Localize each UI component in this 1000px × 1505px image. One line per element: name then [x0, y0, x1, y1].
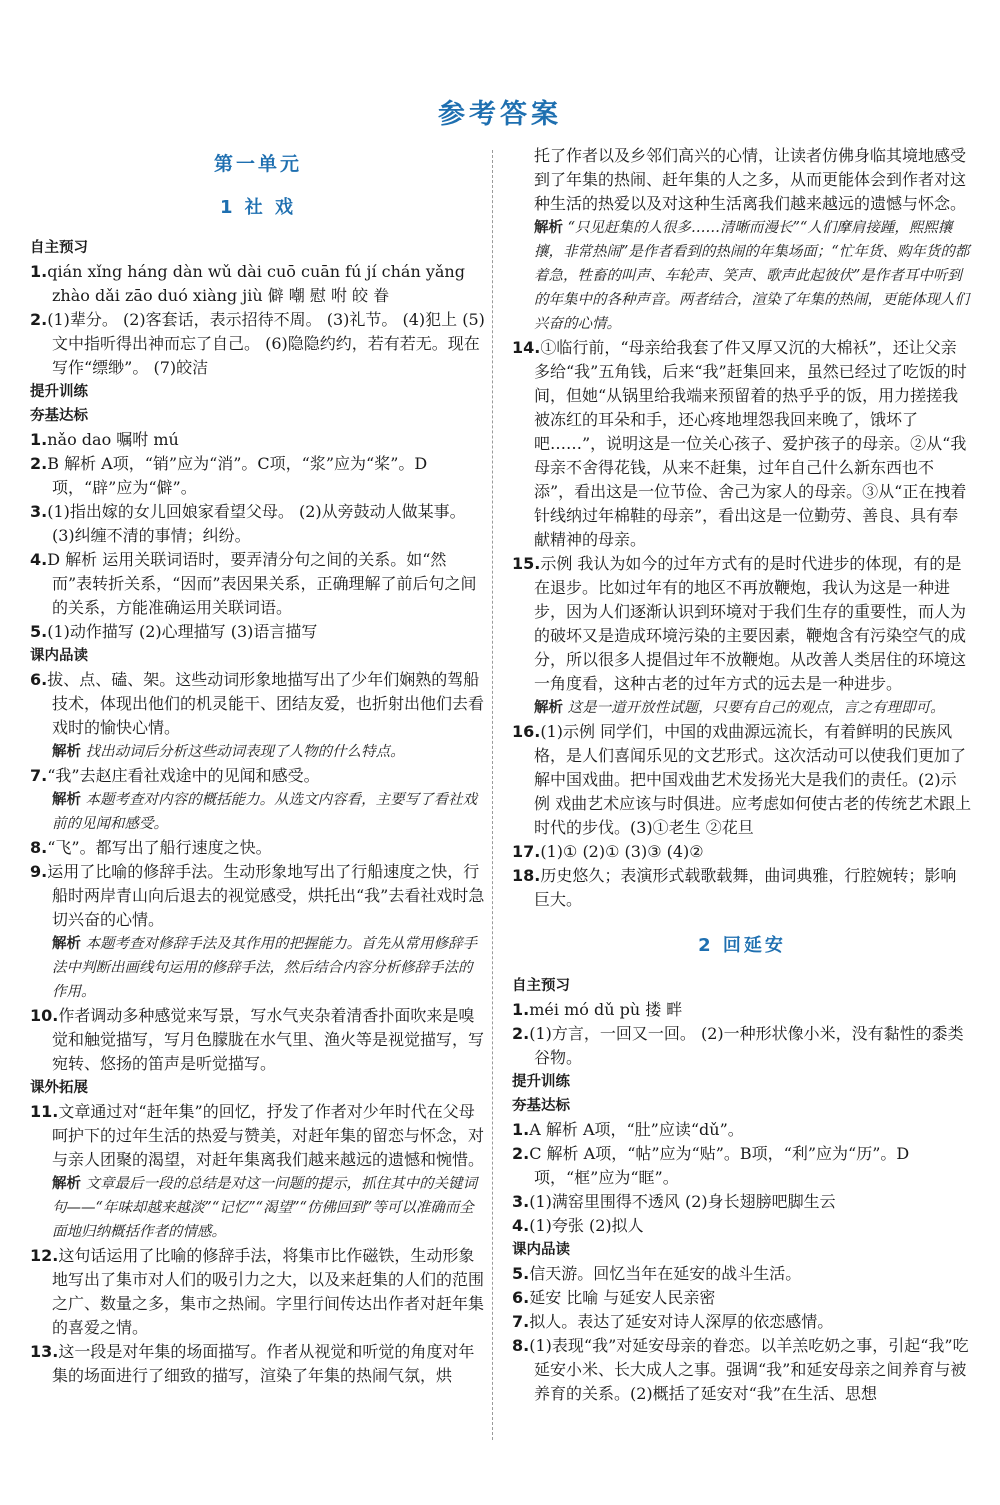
analysis-text: “只见赶集的人很多……清晰而漫长”“人们摩肩接踵，熙熙攘攘，非常热闹”是作者看到的热闹的年集场面；“忙年货、购年货的都着急，牲畜的叫声、车轮声、笑声、歌声此起彼伏”是作者耳中听到的年集中的各种声音。两者结合，渲染了年集的热闹，更能体现人们兴奋的心情。 — [534, 220, 970, 332]
right-answer-list — [512, 144, 972, 912]
answer-item — [512, 720, 972, 840]
section-heading: 提升训练 — [512, 1074, 570, 1090]
answer-text: B 解析 A项，“销”应为“消”。C项，“浆”应为“桨”。D项，“辟”应为“僻”。 — [47, 454, 428, 497]
answer-item — [512, 1118, 972, 1142]
answer-text: 信天游。回忆当年在延安的战斗生活。 — [529, 1264, 802, 1283]
answer-number: 6. — [30, 670, 48, 689]
answer-item — [30, 1004, 486, 1076]
answer-text: C 解析 A项，“帖”应为“贴”。B项，“利”应为“历”。D项，“框”应为“眶”。 — [529, 1144, 910, 1187]
analysis-note — [512, 216, 972, 336]
analysis-text: 本题考查对修辞手法及其作用的把握能力。首先从常用修辞手法中判断出画线句运用的修辞手法，然后结合内容分析修辞手法的作用。 — [52, 936, 478, 1000]
section-heading: 夯基达标 — [30, 408, 88, 424]
section-heading: 课内品读 — [30, 648, 88, 664]
answer-text: (1)① (2)① (3)③ (4)② — [540, 842, 704, 861]
answer-continuation: 托了作者以及乡邻们高兴的心情，让读者仿佛身临其境地感受到了年集的热闹、赶年集的人之多，从而更能体会到作者对这种生活的热爱以及对这种生活离我们越来越远的遗憾与怀念。 — [534, 146, 967, 213]
answer-text: 作者调动多种感觉来写景，写水气夹杂着清香扑面吹来是嗅觉和触觉描写，写月色朦胧在水气里、渔火等是视觉描写，写宛转、悠扬的笛声是听觉描写。 — [52, 1006, 485, 1073]
answer-text: ①临行前，“母亲给我套了件又厚又沉的大棉袄”，还让父亲多给“我”五角钱，后来“我”赶集回来，虽然已经过了吃饭的时间，但她“从锅里给我端来预留着的热乎乎的饭，用力搓搓我被冻红的耳朵和手，还心疼地埋怨我回来晚了，饿坏了吧……”，说明这是一位关心孩子、爱护孩子的母亲。②从“我母亲不舍得花钱，从来不赶集，过年自己什么新东西也不添”，看出这是一位节俭、舍己为家人的母亲。③从“正在拽着针线纳过年棉鞋的母亲”，看出这是一位勤劳、善良、具有奉献精神的母亲。 — [534, 338, 967, 549]
answer-item — [30, 428, 486, 452]
answer-number: 8. — [30, 838, 48, 857]
answer-text: 拔、点、磕、架。这些动词形象地描写出了少年们娴熟的驾船技术，体现出他们的机灵能干、团结友爱，也折射出他们去看戏时的愉快心情。 — [47, 670, 485, 737]
section-heading: 自主预习 — [30, 240, 88, 256]
column-divider — [492, 150, 493, 1440]
answer-number: 14. — [512, 338, 541, 357]
answer-number: 2. — [30, 310, 48, 329]
answer-number: 16. — [512, 722, 541, 741]
answer-item — [30, 860, 486, 932]
left-answer-list — [30, 236, 486, 1388]
section-heading: 课外拓展 — [30, 1080, 88, 1096]
answer-item — [512, 1286, 972, 1310]
analysis-label: 解析 — [534, 220, 563, 236]
answer-item — [30, 1100, 486, 1172]
answer-item — [512, 1214, 972, 1238]
analysis-text: 文章最后一段的总结是对这一问题的提示，抓住其中的关键词句——“年味却越来越淡”“记忆”“渴望”“仿佛回到”等可以准确而全面地归纳概括作者的情感。 — [52, 1176, 478, 1240]
answer-item — [30, 308, 486, 380]
answer-item — [512, 1334, 972, 1406]
answer-text: (1)指出嫁的女儿回娘家看望父母。 (2)从旁鼓动人做某事。 (3)纠缠不清的事情；纠纷。 — [47, 502, 466, 545]
answer-number: 1. — [30, 262, 48, 281]
answer-text: (1)表现“我”对延安母亲的眷恋。以羊羔吃奶之事，引起“我”吃延安小米、长大成人之事。强调“我”和延安母亲之间养育与被养育的关系。(2)概括了延安对“我”在生活、思想 — [529, 1336, 969, 1403]
answer-number: 17. — [512, 842, 541, 861]
answer-text: A 解析 A项，“肚”应读“dǔ”。 — [529, 1120, 744, 1139]
answer-text: 这一段是对年集的场面描写。作者从视觉和听觉的角度对年集的场面进行了细致的描写，渲染了年集的热闹气氛，烘 — [52, 1342, 475, 1385]
answer-text: qián xǐng háng dàn wǔ dài cuō cuān fú jí chán yǎng zhào dǎi zāo duó xiàng jiù 僻 嘲 慰 咐 皎 眷 — [47, 262, 465, 305]
answer-number: 3. — [512, 1192, 530, 1211]
answer-item — [512, 840, 972, 864]
answer-text: 示例 我认为如今的过年方式有的是时代进步的体现，有的是在退步。比如过年有的地区不再放鞭炮，我认为这是一种进步，因为人们逐渐认识到环境对于我们生存的重要性，而人为的破坏又是造成环境污染的主要因素，鞭炮含有污染空气的成分，所以很多人提倡过年不放鞭炮。从改善人类居住的环境这一角度看，这种古老的过年方式的远去是一种进步。 — [534, 554, 967, 693]
answer-number: 5. — [512, 1264, 530, 1283]
answer-number: 6. — [512, 1288, 530, 1307]
answer-text: 运用了比喻的修辞手法。生动形象地写出了行船速度之快，行船时两岸青山向后退去的视觉感受，烘托出“我”去看社戏时急切兴奋的心情。 — [47, 862, 485, 929]
answer-item — [30, 500, 486, 548]
right-column — [512, 144, 972, 1406]
answer-item — [512, 998, 972, 1022]
analysis-label: 解析 — [52, 1176, 81, 1192]
answer-number: 9. — [30, 862, 48, 881]
answer-number: 18. — [512, 866, 541, 885]
answer-number: 2. — [512, 1144, 530, 1163]
answer-number: 2. — [512, 1024, 530, 1043]
answer-item — [512, 552, 972, 696]
answer-text: D 解析 运用关联词语时，要弄清分句之间的关系。如“然而”表转折关系，“因而”表因果关系，正确理解了前后句之间的关系，方能准确运用关联词语。 — [47, 550, 477, 617]
analysis-note — [30, 788, 486, 836]
answer-text: “飞”。都写出了船行速度之快。 — [47, 838, 272, 857]
page-title: 参考答案 — [438, 99, 562, 130]
answer-number: 7. — [30, 766, 48, 785]
analysis-note — [30, 1172, 486, 1244]
answer-text: 延安 比喻 与延安人民亲密 — [529, 1288, 716, 1307]
unit-title: 第一单元 — [213, 153, 302, 175]
section-heading: 提升训练 — [30, 384, 88, 400]
answer-item — [30, 260, 486, 308]
answer-text: 历史悠久；表演形式载歌载舞，曲词典雅，行腔婉转；影响巨大。 — [534, 866, 957, 909]
answer-number: 5. — [30, 622, 48, 641]
answer-number: 1. — [30, 430, 48, 449]
answer-text: (1)动作描写 (2)心理描写 (3)语言描写 — [47, 622, 318, 641]
answer-text: nǎo dao 嘱咐 mú — [47, 430, 179, 449]
answer-item — [30, 620, 486, 644]
answer-text: 拟人。表达了延安对诗人深厚的依恋感情。 — [529, 1312, 834, 1331]
answer-text: (1)夸张 (2)拟人 — [529, 1216, 644, 1235]
answer-item — [512, 864, 972, 912]
analysis-note — [30, 740, 486, 764]
answer-item — [512, 1310, 972, 1334]
answer-number: 4. — [512, 1216, 530, 1235]
answer-number: 8. — [512, 1336, 530, 1355]
answer-item — [512, 1142, 972, 1190]
section-heading: 夯基达标 — [512, 1098, 570, 1114]
answer-text: 这句话运用了比喻的修辞手法，将集市比作磁铁，生动形象地写出了集市对人们的吸引力之大，以及来赶集的人们的范围之广、数量之多，集市之热闹。字里行间传达出作者对赶年集的喜爱之情。 — [52, 1246, 485, 1337]
answer-item — [30, 1340, 486, 1388]
analysis-text: 本题考查对内容的概括能力。从选文内容看，主要写了看社戏前的见闻和感受。 — [52, 792, 478, 832]
answer-number: 13. — [30, 1342, 59, 1361]
answer-number: 11. — [30, 1102, 59, 1121]
answer-number: 2. — [30, 454, 48, 473]
section-heading: 自主预习 — [512, 978, 570, 994]
analysis-label: 解析 — [52, 744, 81, 760]
answer-number: 4. — [30, 550, 48, 569]
analysis-note — [512, 696, 972, 720]
answer-number: 10. — [30, 1006, 59, 1025]
answer-text: (1)辈分。 (2)客套话，表示招待不周。 (3)礼节。 (4)犯上 (5)文中指听得出神而忘了自己。 (6)隐隐约约，若有若无。现在写作“缥缈”。 (7)皎洁 — [47, 310, 485, 377]
answer-text: 文章通过对“赶年集”的回忆，抒发了作者对少年时代在父母呵护下的过年生活的热爱与赞美，对赶年集的留恋与怀念，对与亲人团聚的渴望，对赶年集离我们越来越远的遗憾和惋惜。 — [52, 1102, 485, 1169]
answer-text: “我”去赵庄看社戏途中的见闻和感受。 — [47, 766, 320, 785]
left-column — [30, 152, 486, 1388]
analysis-label: 解析 — [52, 792, 81, 808]
lesson-title: 1 社 戏 — [219, 197, 297, 218]
answer-number: 12. — [30, 1246, 59, 1265]
analysis-text: 这是一道开放性试题，只要有自己的观点，言之有理即可。 — [563, 700, 945, 716]
answer-item — [512, 1190, 972, 1214]
analysis-label: 解析 — [534, 700, 563, 716]
lesson-2-title: 2 回延安 — [698, 935, 786, 956]
lesson-2-answer-list — [512, 974, 972, 1406]
analysis-label: 解析 — [52, 936, 81, 952]
answer-item — [30, 764, 486, 788]
answer-item — [30, 836, 486, 860]
answer-text: (1)示例 同学们，中国的戏曲源远流长，有着鲜明的民族风格，是人们喜闻乐见的文艺形式。这次活动可以使我们更加了解中国戏曲。把中国戏曲艺术发扬光大是我们的责任。(2)示例 戏曲艺术应该与时俱进。应考虑如何使古老的传统艺术跟上时代的步伐。(3)①老生 ②花旦 — [534, 722, 972, 837]
answer-text: méi mó dǔ pù 搂 畔 — [529, 1000, 683, 1019]
analysis-note — [30, 932, 486, 1004]
answer-number: 7. — [512, 1312, 530, 1331]
answer-number: 1. — [512, 1120, 530, 1139]
answer-text: (1)方言，一回又一回。 (2)一种形状像小米，没有黏性的黍类谷物。 — [529, 1024, 964, 1067]
section-heading: 课内品读 — [512, 1242, 570, 1258]
answer-item — [30, 548, 486, 620]
analysis-text: 找出动词后分析这些动词表现了人物的什么特点。 — [81, 744, 405, 760]
answer-text: (1)满窑里围得不透风 (2)身长翅膀吧脚生云 — [529, 1192, 836, 1211]
answer-item — [30, 668, 486, 740]
answer-number: 15. — [512, 554, 541, 573]
answer-number: 3. — [30, 502, 48, 521]
answer-number: 1. — [512, 1000, 530, 1019]
answer-item — [30, 1244, 486, 1340]
answer-item — [30, 452, 486, 500]
answer-item — [512, 1262, 972, 1286]
answer-item — [512, 1022, 972, 1070]
answer-item — [512, 336, 972, 552]
